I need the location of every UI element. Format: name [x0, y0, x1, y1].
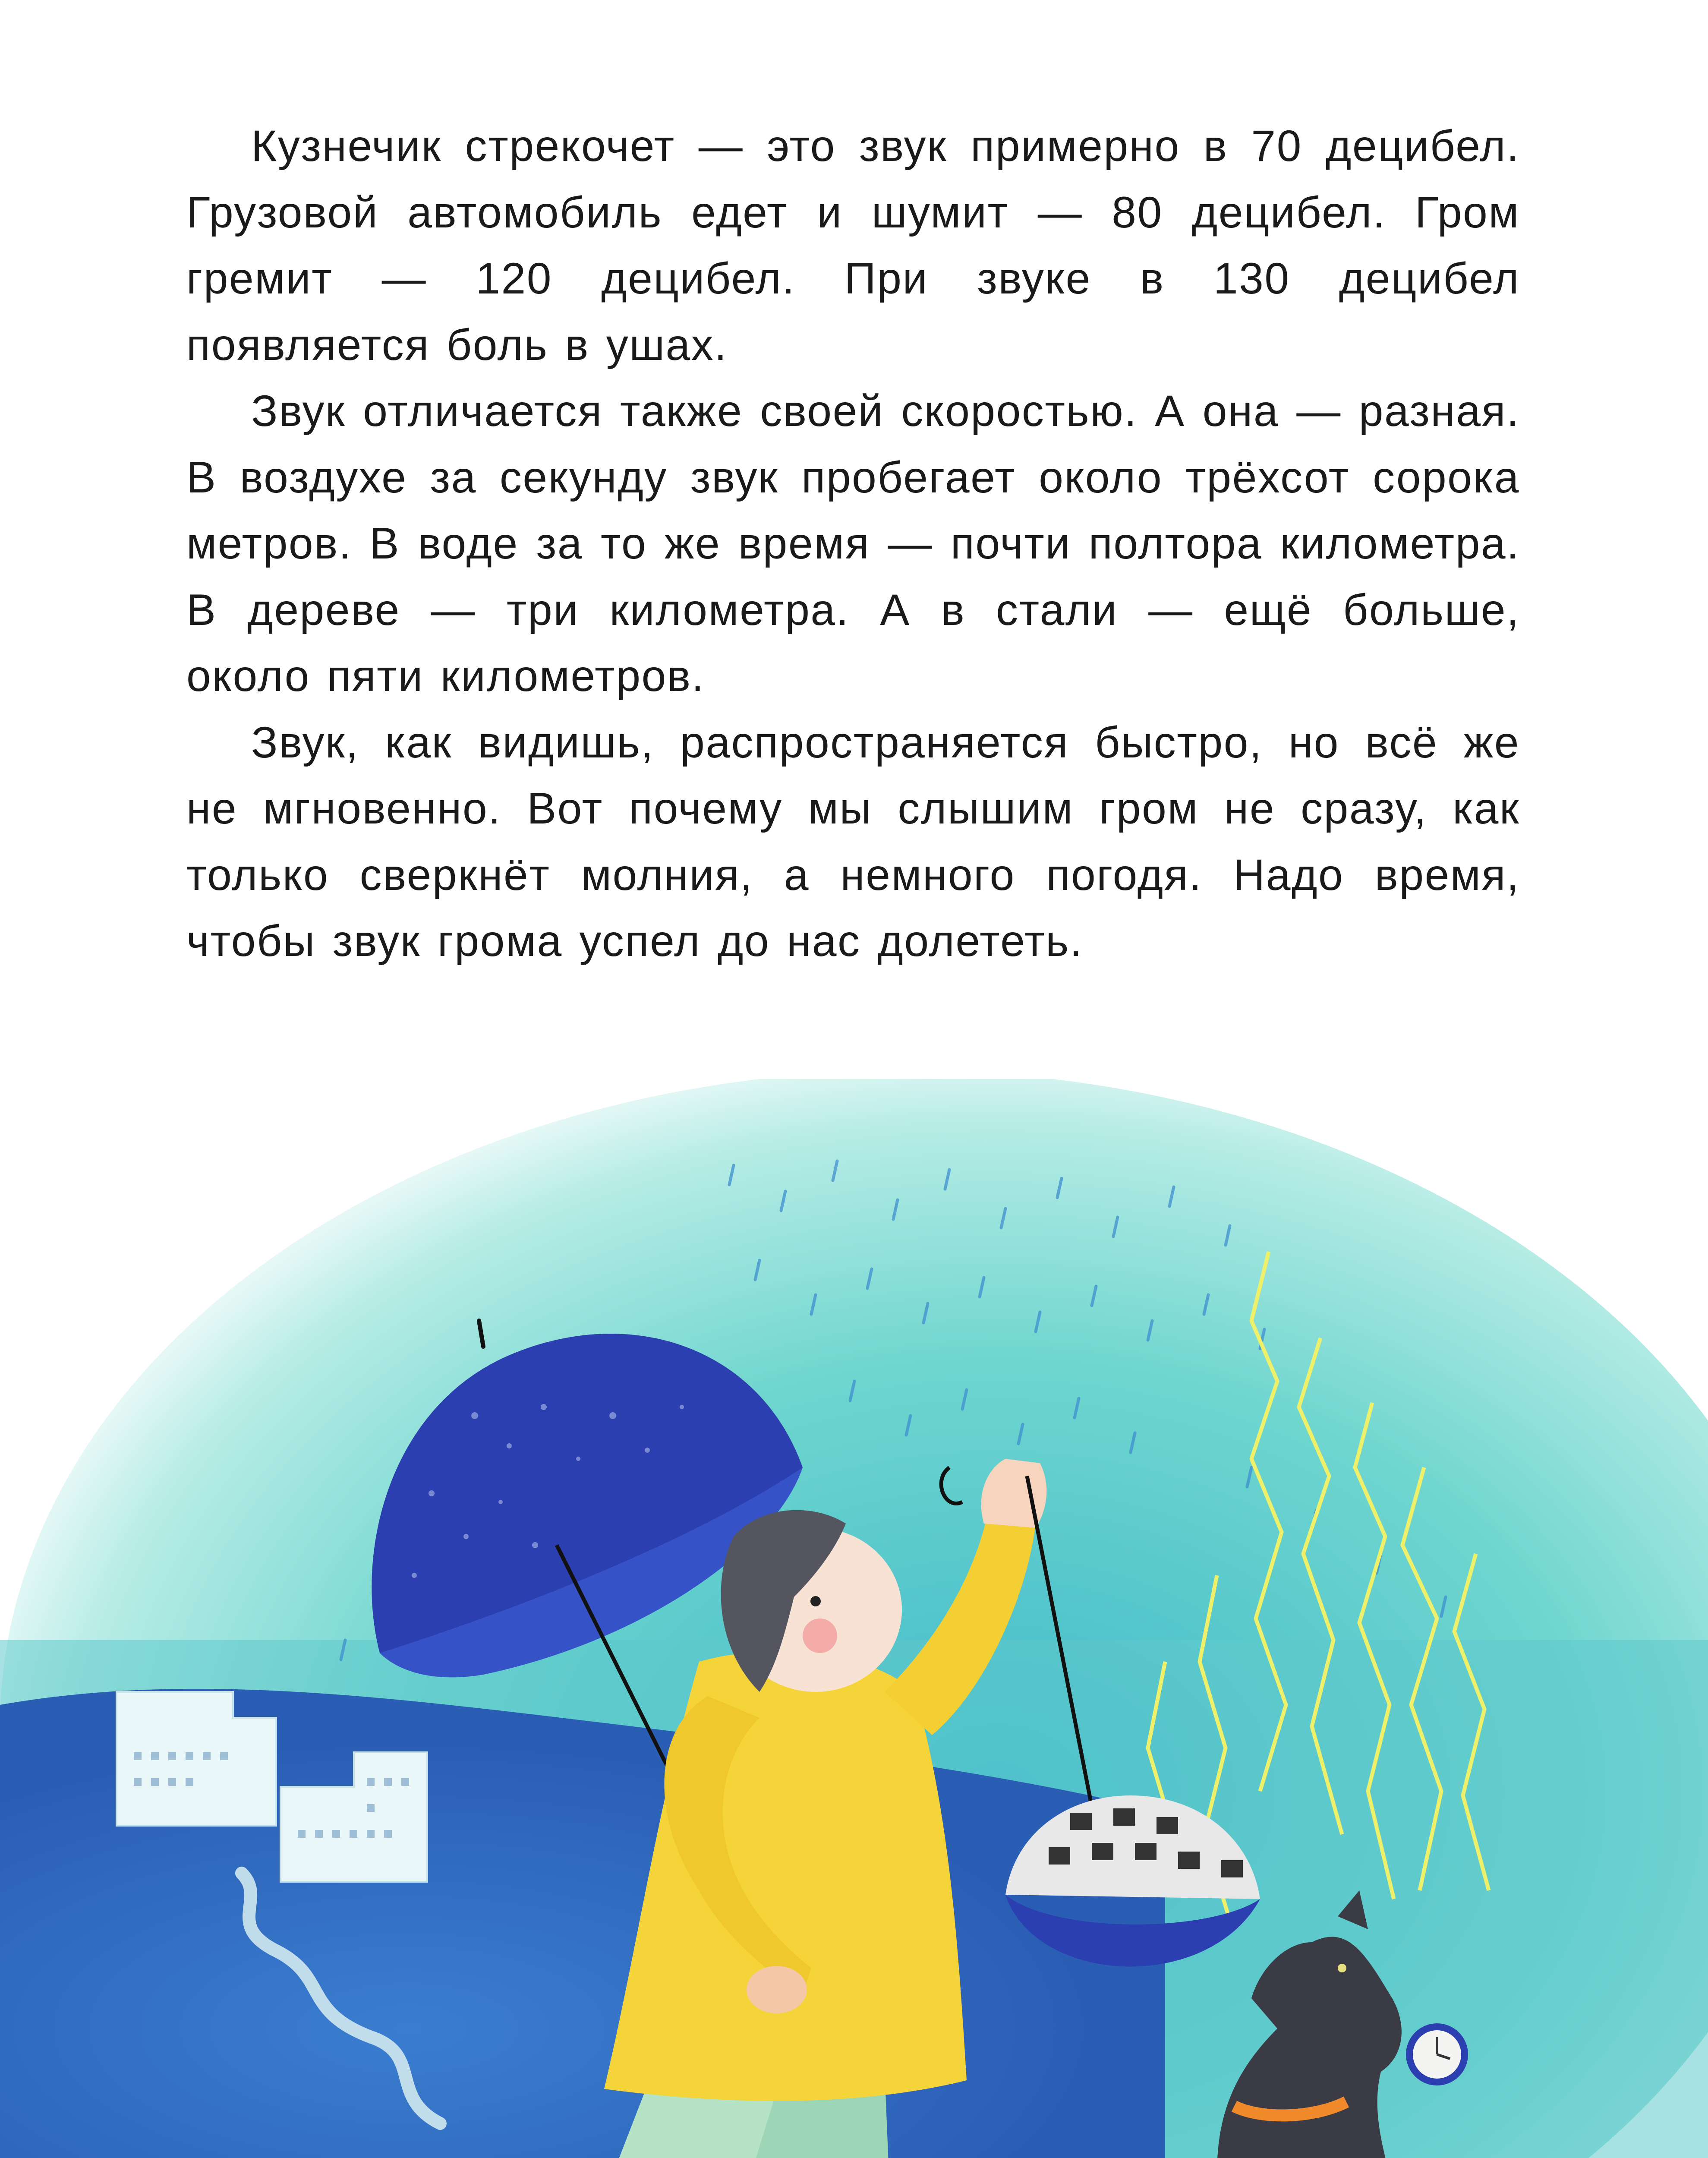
paragraph-3: Звук, как видишь, распространяется быстро, но всё же не мгновенно. Вот почему мы слышим гром не сразу, как только сверкнёт молния, а немного погодя. Надо время, чтобы звук грома успел до нас долететь.	[186, 717, 1520, 965]
text-column	[186, 113, 1520, 975]
clock-icon	[1406, 2023, 1468, 2085]
paragraph-1: Кузнечик стрекочет — это звук примерно в 70 децибел. Грузовой автомобиль едет и шумит — 80 децибел. Гром гремит — 120 децибел. При звуке в 130 децибел появляется боль в ушах.	[186, 121, 1520, 369]
rain-illustration	[0, 1079, 1708, 2158]
paragraph-2: Звук отличается также своей скоростью. А она — разная. В воздухе за секунду звук пробегает около трёхсот сорока метров. В воде за то же время — почти полтора километра. В дереве — три километра. А в стали — ещё больше, около пяти километров.	[186, 386, 1520, 700]
